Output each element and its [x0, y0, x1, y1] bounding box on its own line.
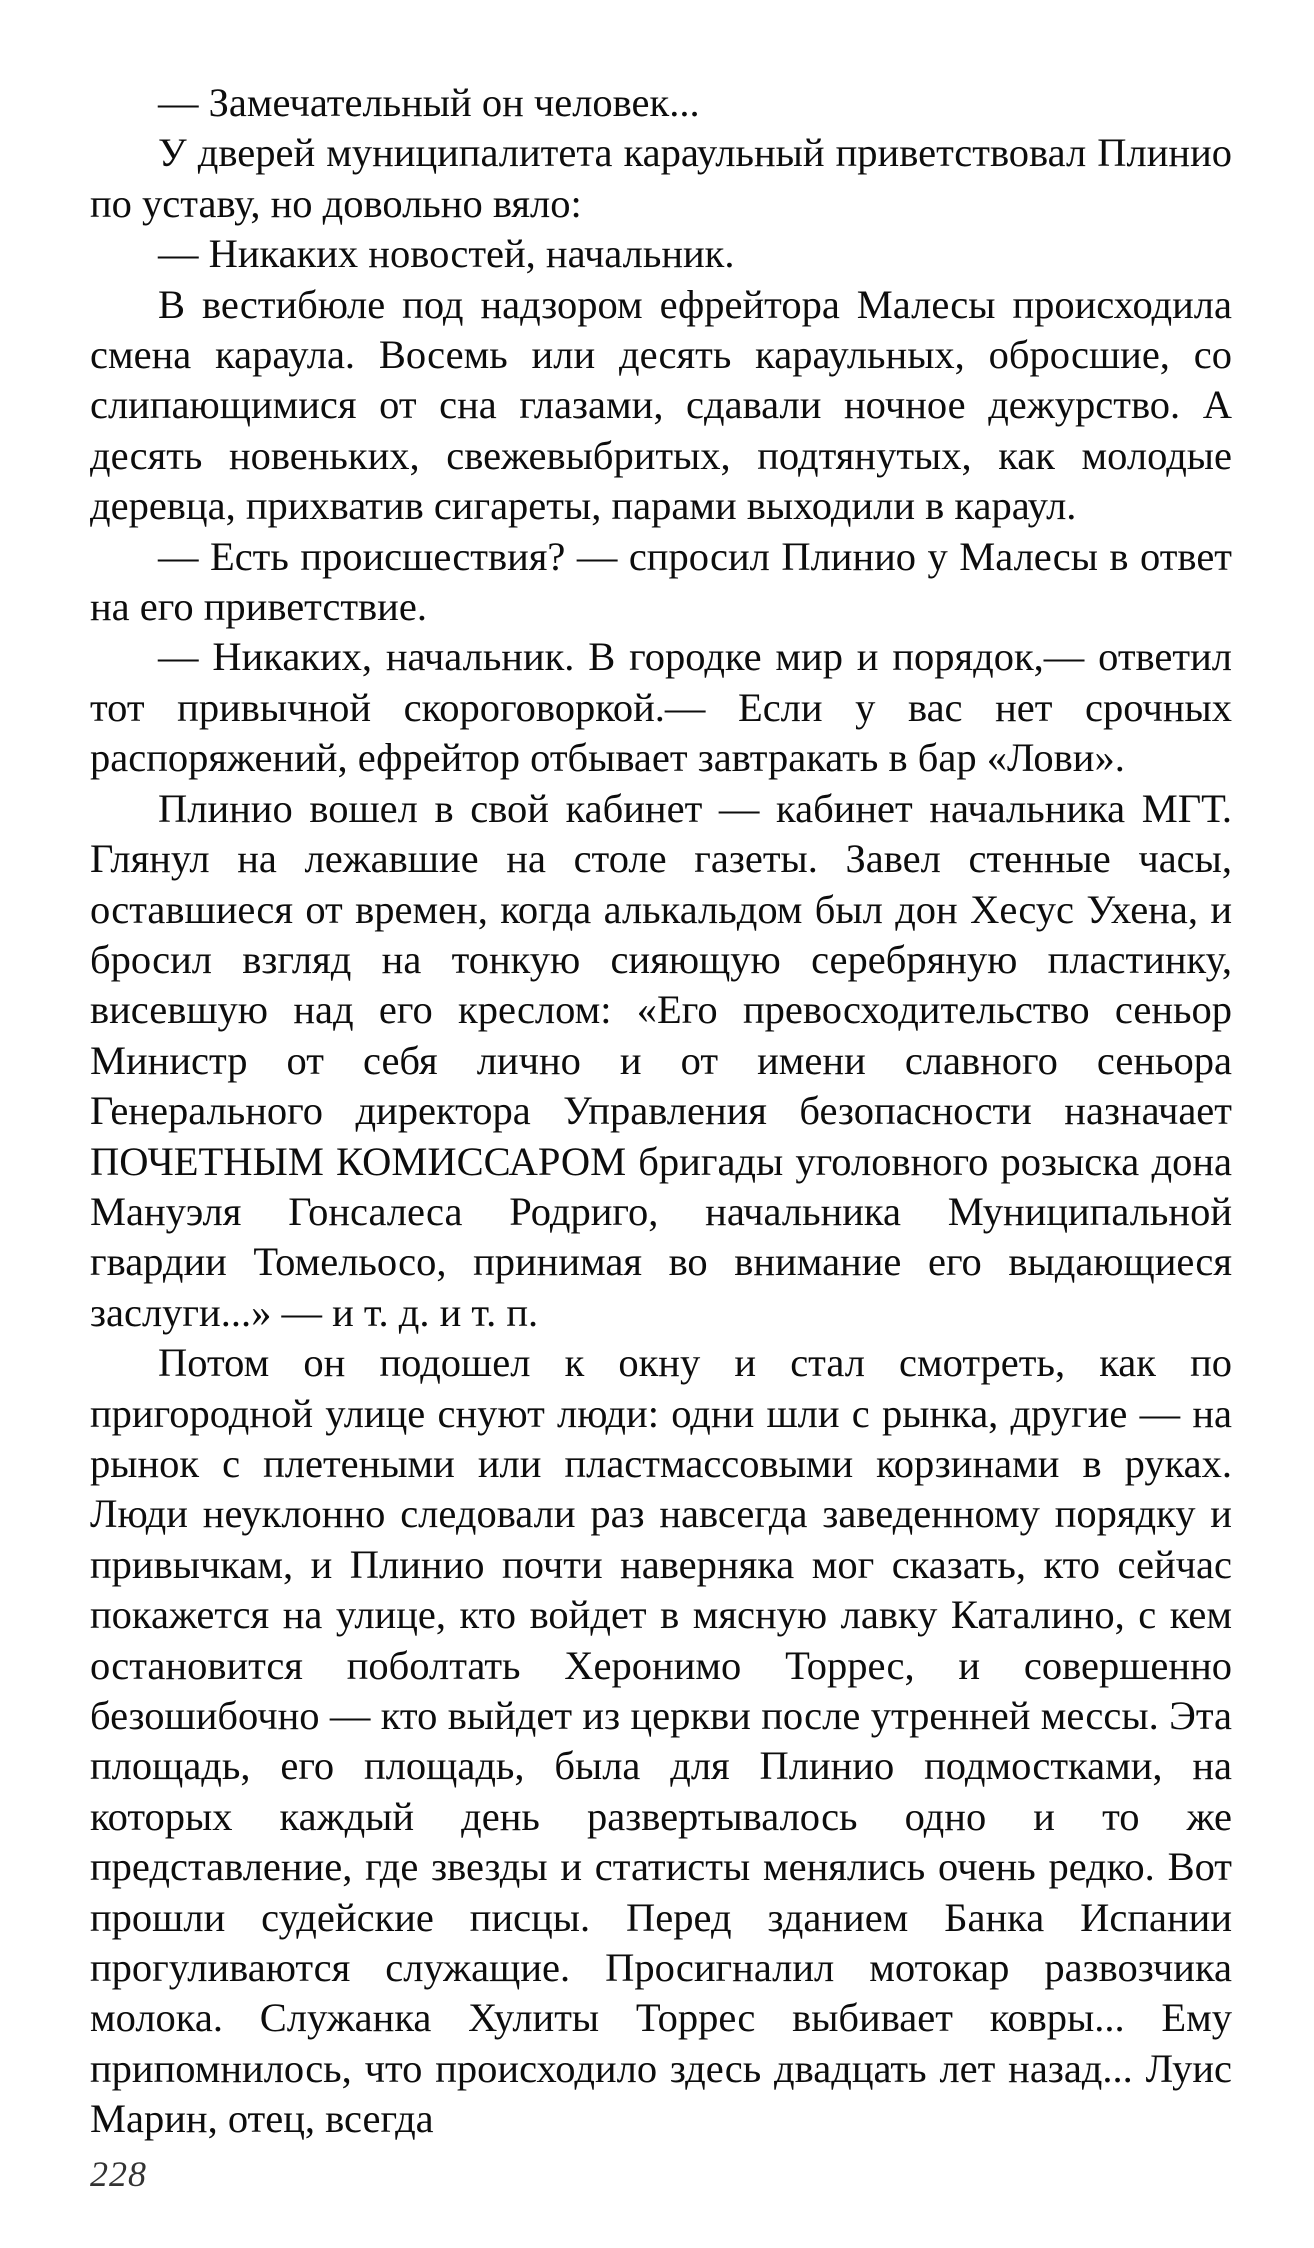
- paragraph: Потом он подошел к окну и стал смотреть, как по пригородной улице снуют люди: одни шли с рынка, другие — на рынок с плетеными или пластмассовыми корзинами в руках. Люди неуклонно следовали раз навсегда заведенному порядку и привычкам, и Плинио почти наверняка мог сказать, кто сейчас покажется на улице, кто войдет в мясную лавку Каталино, с кем остановится поболтать Херонимо Торрес, и совершенно безошибочно — кто выйдет из церкви после утренней мессы. Эта площадь, его площадь, была для Плинио подмостками, на которых каждый день развертывалось одно и то же представление, где звезды и статисты менялись очень редко. Вот прошли судейские писцы. Перед зданием Банка Испании прогуливаются служащие. Просигналил мотокар развозчика молока. Служанка Хулиты Торрес выбивает ковры... Ему припомнилось, что происходило здесь двадцать лет назад... Луис Марин, отец, всегда: [90, 1340, 1232, 2142]
- paragraph: В вестибюле под надзором ефрейтора Малесы происходила смена караула. Восемь или десять караульных, обросшие, со слипающимися от сна глазами, сдавали ночное дежурство. А десять новеньких, свежевыбритых, подтянутых, как молодые деревца, прихватив сигареты, парами выходили в караул.: [90, 281, 1232, 529]
- paragraph: — Никаких, начальник. В городке мир и порядок,— ответил тот привычной скороговоркой.— Если у вас нет срочных распоряжений, ефрейтор отбывает завтракать в бар «Лови».: [90, 634, 1232, 781]
- paragraph: — Никаких новостей, начальник.: [158, 231, 735, 277]
- paragraph: Плинио вошел в свой кабинет — кабинет начальника МГТ. Глянул на лежавшие на столе газеты. Завел стенные часы, оставшиеся от времен, когда алькальдом был дон Хесус Ухена, и бросил взгляд на тонкую сияющую серебряную пластинку, висевшую над его креслом: «Его превосходительство сеньор Министр от себя лично и от имени славного сеньора Генерального директора Управления безопасности назначает ПОЧЕТНЫМ КОМИССАРОМ бригады уголовного розыска дона Мануэля Гонсалеса Родриго, начальника Муниципальной гвардии Томельосо, принимая во внимание его выдающиеся заслуги...» — и т. д. и т. п.: [90, 785, 1232, 1335]
- paragraph: — Есть происшествия? — спросил Плинио у Малесы в ответ на его приветствие.: [90, 533, 1232, 630]
- page-text-body: [90, 78, 1232, 2145]
- paragraph: — Замечательный он человек...: [158, 80, 700, 125]
- page-number: 228: [90, 2154, 147, 2194]
- paragraph: У дверей муниципалитета караульный приветствовал Плинио по уставу, но довольно вяло:: [90, 130, 1232, 226]
